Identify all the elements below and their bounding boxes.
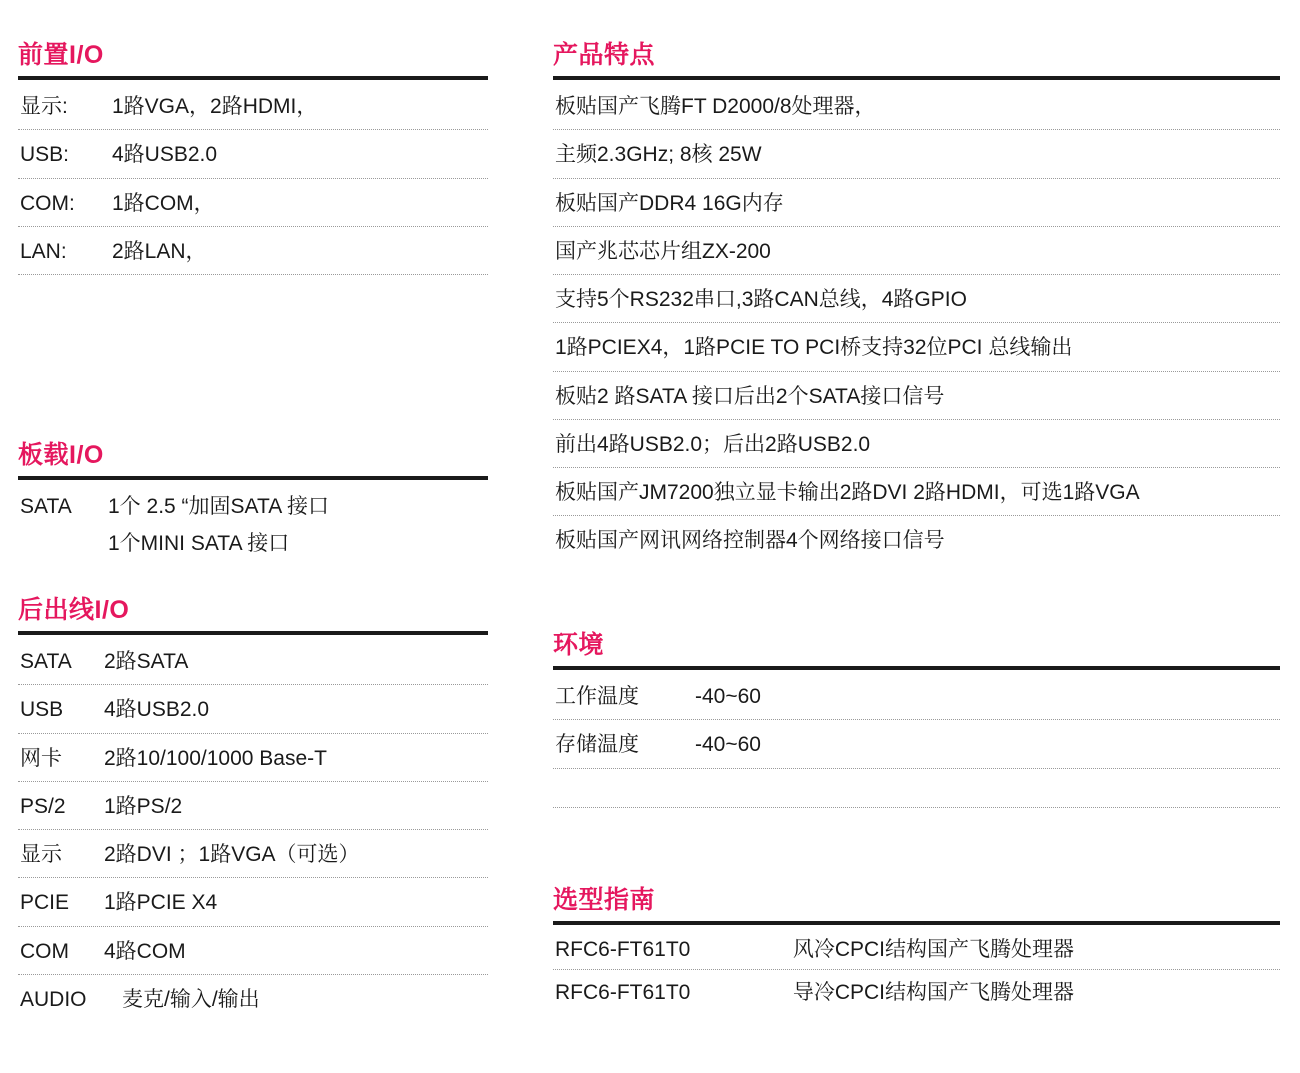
feature-item: 板贴国产飞腾FT D2000/8处理器，: [553, 82, 1280, 130]
onboard-io-divider: [18, 476, 488, 480]
rear-io-value: 1路PS/2: [104, 794, 183, 818]
front-io-value: 4路USB2.0: [112, 143, 218, 167]
feature-item: 板贴国产JM7200独立显卡输出2路DVI 2路HDMI，可选1路VGA: [553, 468, 1280, 516]
onboard-io-label: SATA: [20, 495, 72, 518]
feature-item: 板贴2 路SATA 接口后出2个SATA接口信号: [553, 372, 1280, 420]
front-io-row: [18, 179, 488, 227]
front-io-label: COM:: [20, 191, 75, 215]
rear-io-label: USB: [20, 698, 64, 722]
model-code: RFC6-FT61T0: [555, 938, 691, 961]
rear-io-section: [18, 595, 488, 1022]
rear-io-value: 麦克/输入/输出: [122, 987, 260, 1011]
front-io-value: 1路COM，: [112, 191, 215, 215]
model-description: 导冷CPCI结构国产飞腾处理器: [792, 981, 1075, 1005]
features-divider: [553, 76, 1280, 80]
front-io-row: [18, 82, 488, 130]
environment-label: 工作温度: [555, 685, 639, 708]
rear-io-label: PS/2: [20, 794, 66, 818]
onboard-io-value: 1个MINI SATA 接口: [108, 532, 290, 556]
selection-guide-title: 选型指南: [553, 886, 656, 914]
environment-row: [553, 672, 1280, 720]
front-io-divider: [18, 76, 488, 80]
rear-io-label: COM: [20, 939, 69, 963]
rear-io-divider: [18, 631, 488, 635]
model-description: 风冷CPCI结构国产飞腾处理器: [792, 938, 1075, 961]
front-io-label: 显示:: [20, 95, 68, 118]
environment-value: -40~60: [695, 733, 761, 757]
front-io-row: [18, 227, 488, 275]
environment-label: 存储温度: [555, 733, 639, 757]
environment-section: [553, 630, 1280, 808]
rear-io-label: 显示: [20, 843, 62, 866]
onboard-io-row: [18, 529, 488, 566]
rear-io-value: 4路USB2.0: [104, 698, 210, 722]
model-code: RFC6-FT61T0: [555, 981, 691, 1005]
environment-divider: [553, 666, 1280, 670]
features-title: 产品特点: [553, 41, 656, 69]
front-io-row: [18, 130, 488, 178]
front-io-label: USB:: [20, 143, 70, 167]
environment-row-empty: [553, 769, 1280, 808]
rear-io-row: [18, 734, 488, 782]
front-io-title: 前置I/O: [18, 41, 104, 69]
rear-io-row: [18, 830, 488, 878]
selection-guide-row: [553, 970, 1280, 1012]
rear-io-value: 2路10/100/1000 Base-T: [104, 746, 327, 770]
environment-title: 环境: [553, 631, 605, 659]
feature-item: 板贴国产DDR4 16G内存: [553, 179, 1280, 227]
onboard-io-row: [18, 482, 488, 529]
feature-item: 1路PCIEX4，1路PCIE TO PCI桥支持32位PCI 总线输出: [553, 323, 1280, 371]
rear-io-label: SATA: [20, 650, 72, 673]
rear-io-row: [18, 878, 488, 926]
rear-io-row: [18, 782, 488, 830]
front-io-value: 2路LAN，: [112, 239, 207, 263]
feature-item: 板贴国产网讯网络控制器4个网络接口信号: [555, 529, 945, 553]
selection-guide-section: [553, 885, 1280, 1013]
feature-item: 主频2.3GHz; 8核 25W: [553, 130, 1280, 178]
rear-io-label: AUDIO: [20, 987, 87, 1011]
onboard-io-value: 1个 2.5 “加固SATA 接口: [108, 495, 329, 518]
front-io-section: [18, 40, 488, 275]
rear-io-label: 网卡: [20, 746, 62, 770]
rear-io-row: [18, 637, 488, 685]
features-section: [553, 40, 1280, 564]
rear-io-value: 4路COM: [104, 939, 186, 963]
rear-io-value: 2路SATA: [104, 650, 189, 673]
front-io-label: LAN:: [20, 239, 67, 263]
environment-value: -40~60: [695, 685, 761, 708]
environment-row: [553, 720, 1280, 768]
rear-io-row: [18, 685, 488, 733]
front-io-value: 1路VGA，2路HDMI，: [112, 95, 318, 118]
feature-item: 前出4路USB2.0；后出2路USB2.0: [553, 420, 1280, 468]
rear-io-value: 2路DVI ；1路VGA（可选）: [104, 843, 360, 866]
rear-io-title: 后出线I/O: [18, 596, 130, 624]
feature-item: 支持5个RS232串口,3路CAN总线，4路GPIO: [553, 275, 1280, 323]
rear-io-row: [18, 927, 488, 975]
onboard-io-title: 板载I/O: [18, 441, 104, 469]
onboard-io-section: [18, 440, 488, 567]
selection-guide-divider: [553, 921, 1280, 925]
rear-io-row: [18, 975, 488, 1022]
rear-io-value: 1路PCIE X4: [104, 891, 218, 915]
selection-guide-row: [553, 927, 1280, 970]
rear-io-label: PCIE: [20, 891, 70, 915]
feature-item: 国产兆芯芯片组ZX-200: [553, 227, 1280, 275]
